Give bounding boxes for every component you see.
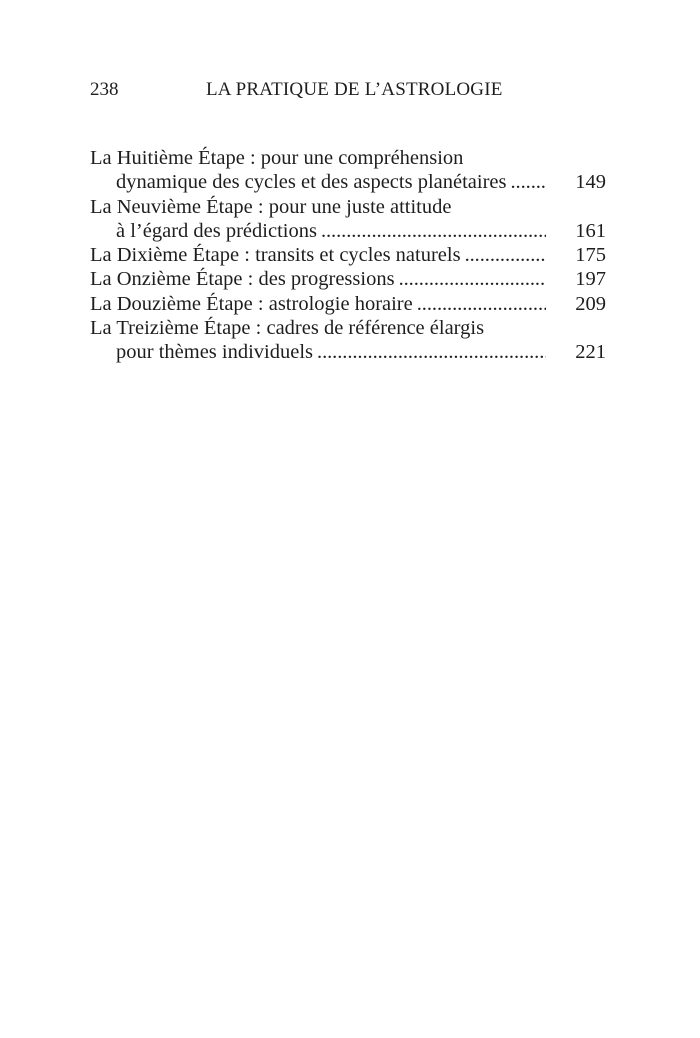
table-of-contents [90,146,606,365]
toc-entry-treizieme[interactable] [90,316,606,365]
toc-entry-title: La Dixième Étape : transits et cycles naturels [90,244,461,267]
toc-entry-neuvieme[interactable] [90,195,606,244]
toc-entry-dixieme[interactable] [90,243,606,267]
running-head [90,78,606,102]
toc-entry-leader-line [90,267,606,291]
dot-leader [321,219,546,243]
toc-entry-title: La Huitième Étape : pour une compréhension [90,147,464,169]
toc-entry-onzieme[interactable] [90,267,606,291]
toc-entry-leader-line [90,170,606,194]
toc-entry-douzieme[interactable] [90,292,606,316]
book-title: LA PRATIQUE DE L’ASTROLOGIE [206,79,503,100]
toc-entry-page: 221 [575,341,606,364]
toc-entry-title: La Neuvième Étape : pour une juste attitude [90,195,452,218]
toc-entry-page: 149 [575,171,606,194]
toc-entry-leader-line [90,340,606,364]
toc-entry-page: 161 [575,219,606,242]
toc-entry-leader-line [90,292,606,316]
toc-entry-leader-line [90,219,606,243]
toc-entry-title-continued: pour thèmes individuels [116,341,314,364]
toc-entry-title: La Treizième Étape : cadres de référence élargis [90,317,485,340]
toc-entry-page: 175 [575,244,606,267]
dot-leader [417,292,546,316]
toc-entry-title: La Onzième Étape : des progressions [90,268,395,291]
toc-entry-title: La Douzième Étape : astrologie horaire [90,292,413,315]
toc-entry-leader-line [90,243,606,267]
toc-entry-page: 209 [575,292,606,315]
toc-entry-huitieme[interactable] [90,146,606,195]
toc-entry-title-continued: dynamique des cycles et des aspects planétaires [116,171,507,194]
toc-entry-page: 197 [575,268,606,291]
toc-entry-title-continued: à l’égard des prédictions [116,219,317,242]
dot-leader [399,267,546,291]
dot-leader [465,243,546,267]
dot-leader [511,170,547,194]
page-number: 238 [90,79,119,100]
dot-leader [317,340,546,364]
